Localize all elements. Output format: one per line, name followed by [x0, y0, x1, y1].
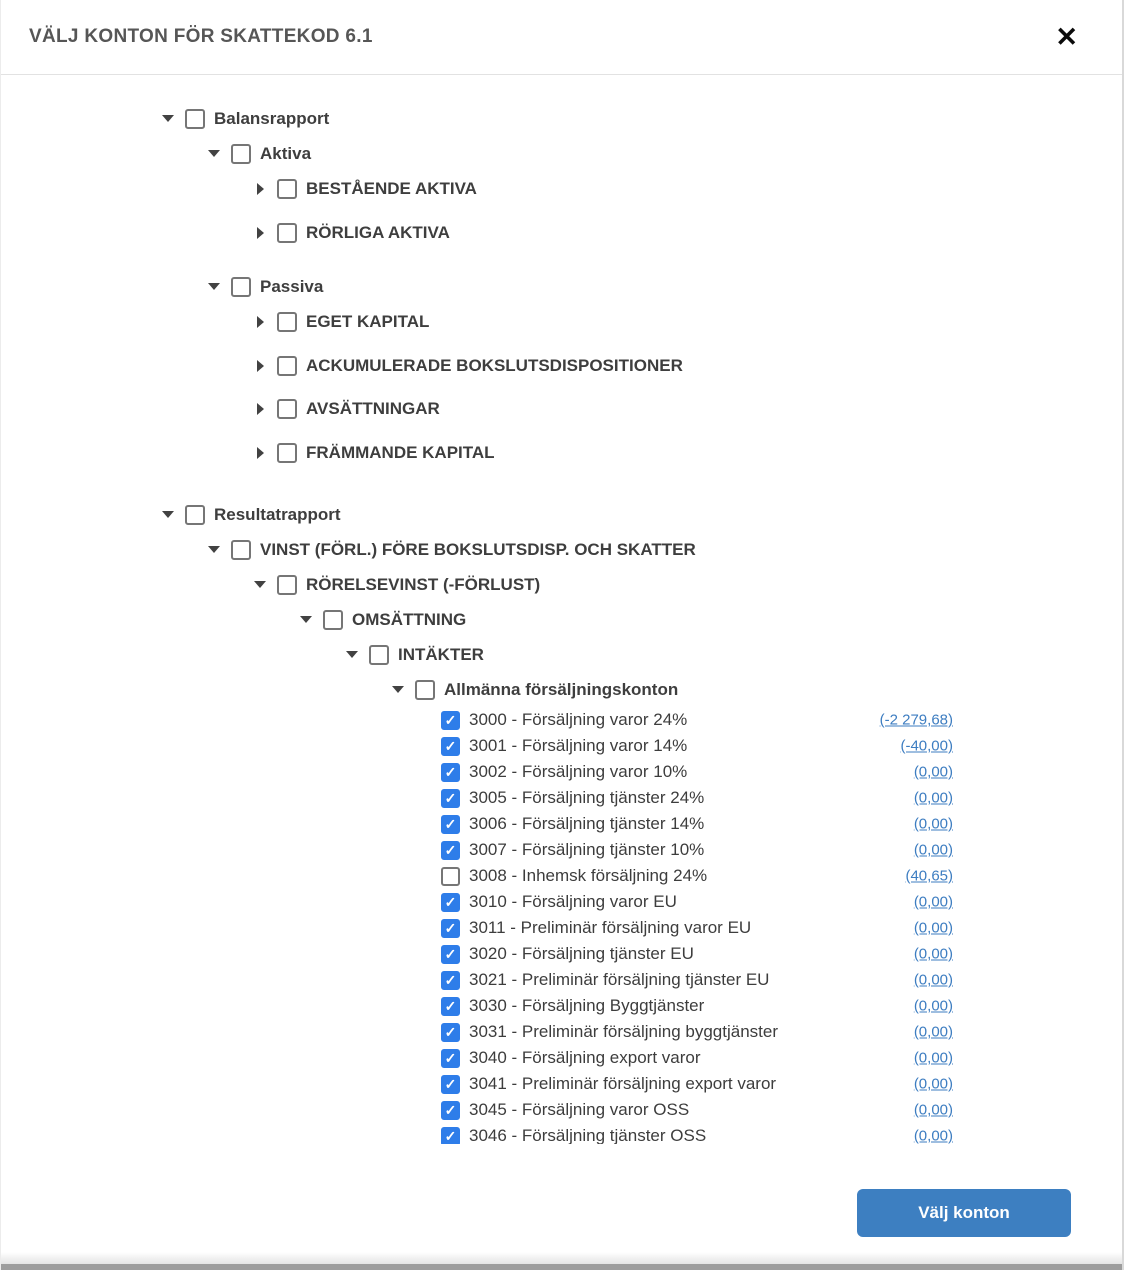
chevron-down-glyph [208, 150, 220, 157]
checkbox[interactable] [277, 179, 297, 199]
account-label: 3007 - Försäljning tjänster 10% [469, 840, 705, 859]
account-amount-link[interactable]: (0,00) [913, 1127, 953, 1144]
tree-node [1, 532, 1122, 567]
checkbox[interactable]: ✓ [441, 1023, 460, 1042]
chevron-right-icon[interactable] [253, 227, 267, 239]
close-icon[interactable]: ✕ [1055, 21, 1078, 52]
chevron-down-icon[interactable] [161, 115, 175, 122]
tree-node-label: ACKUMULERADE BOKSLUTSDISPOSITIONER [306, 355, 683, 375]
tree-node [1, 304, 1122, 339]
chevron-right-glyph [257, 403, 264, 415]
checkbox[interactable] [277, 312, 297, 332]
tree-node [1, 171, 1122, 206]
chevron-right-glyph [257, 447, 264, 459]
account-amount-link[interactable]: (0,00) [913, 1049, 953, 1067]
tree-node-label: AVSÄTTNINGAR [306, 398, 440, 418]
account-amount-link[interactable]: (40,65) [905, 867, 953, 885]
chevron-down-icon[interactable] [207, 283, 221, 290]
tree-node [1, 348, 1122, 383]
checkbox[interactable]: ✓ [441, 789, 460, 808]
account-row [1, 1123, 1122, 1144]
account-row [1, 837, 1122, 863]
tree-node [1, 637, 1122, 672]
account-amount-link[interactable]: (-40,00) [900, 737, 953, 755]
account-row [1, 759, 1122, 785]
chevron-right-icon[interactable] [253, 360, 267, 372]
chevron-down-glyph [300, 616, 312, 623]
account-label: 3031 - Preliminär försäljning byggtjänster [469, 1022, 778, 1041]
account-amount-link[interactable]: (0,00) [913, 919, 953, 937]
account-row [1, 889, 1122, 915]
checkbox[interactable]: ✓ [441, 997, 460, 1016]
account-amount-link[interactable]: (0,00) [913, 1075, 953, 1093]
tree-node [1, 136, 1122, 171]
account-row [1, 811, 1122, 837]
checkbox[interactable] [277, 356, 297, 376]
tree-node [1, 101, 1122, 136]
account-label: 3006 - Försäljning tjänster 14% [469, 814, 705, 833]
tree-node [1, 269, 1122, 304]
account-amount-link[interactable]: (0,00) [913, 997, 953, 1015]
dialog-header [1, 0, 1122, 75]
tree-node [1, 602, 1122, 637]
chevron-right-icon[interactable] [253, 316, 267, 328]
tree-node-label: BESTÅENDE AKTIVA [306, 178, 477, 198]
account-label: 3046 - Försäljning tjänster OSS [469, 1126, 707, 1144]
tree-node [1, 497, 1122, 532]
account-row [1, 1097, 1122, 1123]
tree-node-label: OMSÄTTNING [352, 609, 467, 629]
tree-node-label: Aktiva [260, 143, 312, 163]
chevron-down-icon[interactable] [391, 686, 405, 693]
account-amount-link[interactable]: (0,00) [913, 815, 953, 833]
account-amount-link[interactable]: (0,00) [913, 945, 953, 963]
tree-node-label: Resultatrapport [214, 504, 341, 524]
account-amount-link[interactable]: (0,00) [913, 893, 953, 911]
account-amount-link[interactable]: (0,00) [913, 1101, 953, 1119]
chevron-down-glyph [254, 581, 266, 588]
checkbox[interactable]: ✓ [441, 841, 460, 860]
checkbox[interactable]: ✓ [441, 737, 460, 756]
chevron-right-glyph [257, 183, 264, 195]
chevron-down-glyph [208, 283, 220, 290]
checkbox[interactable]: ✓ [441, 711, 460, 730]
account-row [1, 863, 1122, 889]
checkbox[interactable]: ✓ [441, 893, 460, 912]
checkbox[interactable]: ✓ [441, 763, 460, 782]
checkbox[interactable] [323, 610, 343, 630]
modal-bottom-shadow [1, 1252, 1122, 1264]
account-row [1, 785, 1122, 811]
tree-node-label: RÖRELSEVINST (-FÖRLUST) [306, 574, 541, 594]
account-label: 3040 - Försäljning export varor [469, 1048, 701, 1067]
tree-node-label: Passiva [260, 276, 324, 296]
checkbox[interactable] [231, 144, 251, 164]
tree-node-label: RÖRLIGA AKTIVA [306, 222, 450, 242]
account-row [1, 967, 1122, 993]
tree-node-label: INTÄKTER [398, 644, 484, 664]
checkbox[interactable]: ✓ [441, 1049, 460, 1068]
page-background-strip [1, 1264, 1122, 1270]
account-amount-link[interactable]: (0,00) [913, 971, 953, 989]
account-label: 3002 - Försäljning varor 10% [469, 762, 688, 781]
checkbox[interactable]: ✓ [441, 1101, 460, 1120]
account-row [1, 1019, 1122, 1045]
account-amount-link[interactable]: (0,00) [913, 841, 953, 859]
tree-node [1, 215, 1122, 250]
chevron-down-icon[interactable] [345, 651, 359, 658]
chevron-down-icon[interactable] [299, 616, 313, 623]
checkbox[interactable] [231, 277, 251, 297]
valj-konton-button[interactable]: Välj konton [857, 1189, 1071, 1237]
checkbox[interactable] [441, 867, 460, 886]
checkbox[interactable] [185, 505, 205, 525]
chevron-right-glyph [257, 227, 264, 239]
checkbox[interactable]: ✓ [441, 971, 460, 990]
tree-node-label: VINST (FÖRL.) FÖRE BOKSLUTSDISP. OCH SKATTER [260, 539, 696, 559]
checkbox[interactable] [277, 399, 297, 419]
chevron-right-glyph [257, 316, 264, 328]
checkbox[interactable] [415, 680, 435, 700]
account-label: 3008 - Inhemsk försäljning 24% [469, 866, 708, 885]
account-amount-link[interactable]: (0,00) [913, 789, 953, 807]
tree-node-label: Allmänna försäljningskonton [444, 679, 679, 699]
account-amount-link[interactable]: (-2 279,68) [879, 711, 953, 729]
tree-node [1, 567, 1122, 602]
checkbox[interactable] [277, 575, 297, 595]
checkbox[interactable] [277, 443, 297, 463]
checkbox[interactable]: ✓ [441, 1127, 460, 1145]
tree-node-label: EGET KAPITAL [306, 311, 430, 331]
chevron-right-glyph [257, 360, 264, 372]
account-label: 3020 - Försäljning tjänster EU [469, 944, 694, 963]
chevron-down-glyph [346, 651, 358, 658]
chevron-down-icon[interactable] [207, 546, 221, 553]
tree-node-label: FRÄMMANDE KAPITAL [306, 442, 495, 462]
account-label: 3000 - Försäljning varor 24% [469, 710, 688, 729]
checkbox[interactable] [369, 645, 389, 665]
account-label: 3021 - Preliminär försäljning tjänster EU [469, 970, 770, 989]
account-amount-link[interactable]: (0,00) [913, 763, 953, 781]
chevron-down-icon[interactable] [207, 150, 221, 157]
chevron-down-glyph [162, 115, 174, 122]
account-label: 3030 - Försäljning Byggtjänster [469, 996, 705, 1015]
account-label: 3005 - Försäljning tjänster 24% [469, 788, 705, 807]
chevron-down-glyph [162, 511, 174, 518]
account-label: 3010 - Försäljning varor EU [469, 892, 677, 911]
account-label: 3011 - Preliminär försäljning varor EU [469, 918, 752, 937]
checkbox[interactable] [277, 223, 297, 243]
account-amount-link[interactable]: (0,00) [913, 1023, 953, 1041]
tree-node [1, 672, 1122, 707]
account-tree [1, 75, 1122, 1144]
account-label: 3041 - Preliminär försäljning export varor [469, 1074, 777, 1093]
checkbox[interactable] [185, 109, 205, 129]
account-row [1, 733, 1122, 759]
dialog-title: VÄLJ KONTON FÖR SKATTEKOD 6.1 [29, 26, 373, 47]
chevron-down-icon[interactable] [253, 581, 267, 588]
account-label: 3001 - Försäljning varor 14% [469, 736, 688, 755]
account-row [1, 1071, 1122, 1097]
chevron-down-icon[interactable] [161, 511, 175, 518]
chevron-down-glyph [208, 546, 220, 553]
account-label: 3045 - Försäljning varor OSS [469, 1100, 690, 1119]
tree-node-label: Balansrapport [214, 108, 330, 128]
chevron-right-icon[interactable] [253, 403, 267, 415]
tree-node [1, 435, 1122, 470]
account-row [1, 941, 1122, 967]
chevron-right-icon[interactable] [253, 183, 267, 195]
account-row [1, 993, 1122, 1019]
checkbox[interactable]: ✓ [441, 1075, 460, 1094]
checkbox[interactable]: ✓ [441, 919, 460, 938]
checkbox[interactable]: ✓ [441, 815, 460, 834]
account-row [1, 1045, 1122, 1071]
tree-node [1, 391, 1122, 426]
chevron-down-glyph [392, 686, 404, 693]
chevron-right-icon[interactable] [253, 447, 267, 459]
checkbox[interactable]: ✓ [441, 945, 460, 964]
checkbox[interactable] [231, 540, 251, 560]
account-row [1, 915, 1122, 941]
account-row [1, 707, 1122, 733]
